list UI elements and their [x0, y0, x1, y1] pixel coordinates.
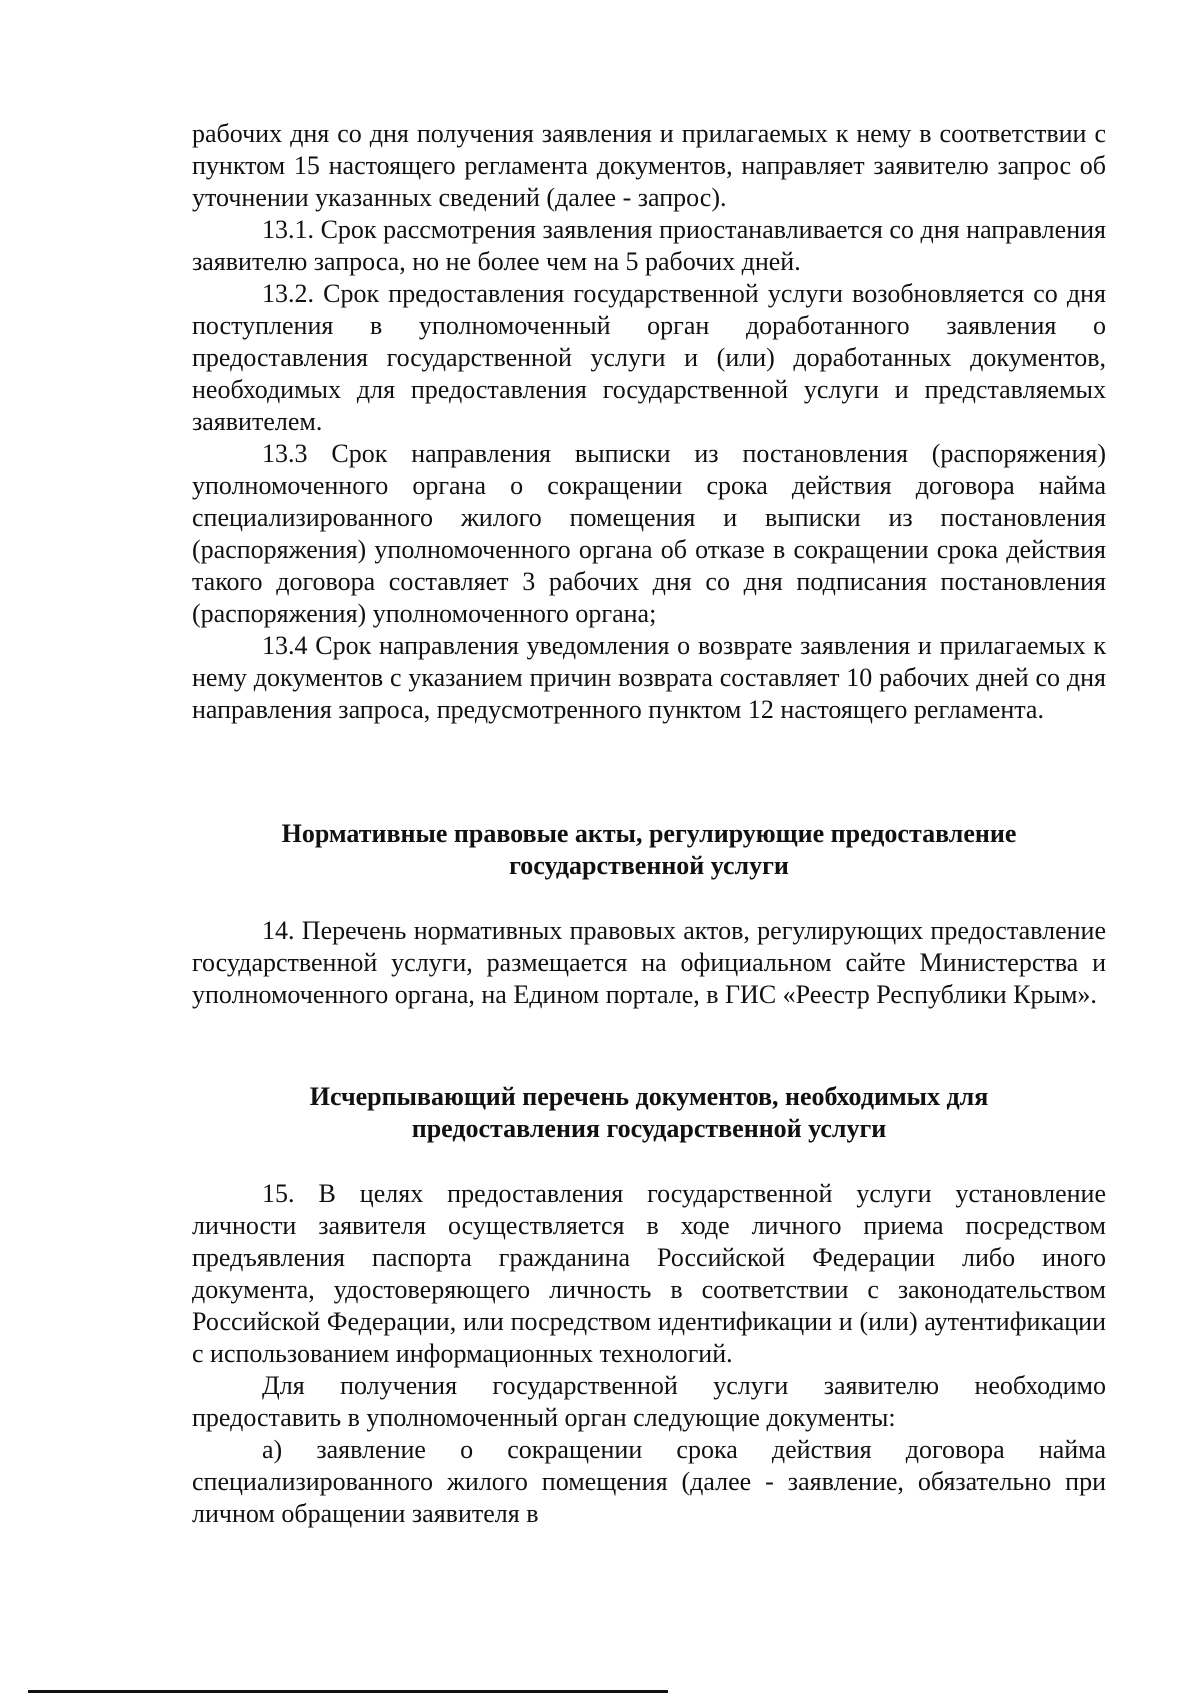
heading-line: государственной услуги [509, 851, 789, 880]
paragraph-continuation: рабочих дня со дня получения заявления и прилагаемых к нему в соответствии с пунктом 15 настоящего регламента документов, направляет заявителю запрос об уточнении указанных сведений (далее - запрос). [192, 119, 1106, 212]
paragraph-13-4: 13.4 Срок направления уведомления о возврате заявления и прилагаемых к нему документов с указанием причин возврата составляет 10 рабочих дней со дня направления запроса, предусмотренного пунктом 12 настоящего регламента. [192, 631, 1106, 724]
section-heading-documents-list [192, 1081, 1106, 1145]
paragraph-13-1: 13.1. Срок рассмотрения заявления приостанавливается со дня направления заявителю запроса, но не более чем на 5 рабочих дней. [192, 215, 1106, 276]
body-text-block-3 [192, 1178, 1106, 1530]
heading-line: Исчерпывающий перечень документов, необходимых для [309, 1082, 989, 1111]
bottom-divider [28, 1690, 668, 1693]
body-text-block-1 [192, 118, 1106, 726]
section-heading-normative-acts [192, 818, 1106, 882]
paragraph-14: 14. Перечень нормативных правовых актов, регулирующих предоставление государственной услуги, размещается на официальном сайте Министерства и уполномоченного органа, на Едином портале, в ГИС «Реестр Республики Крым». [192, 916, 1106, 1009]
paragraph-13-2: 13.2. Срок предоставления государственной услуги возобновляется со дня поступления в уполномоченный орган доработанного заявления о предоставления государственной услуги и (или) доработанных документов, необходимых для предоставления государственной услуги и представляемых заявителем. [192, 279, 1106, 436]
paragraph-item-a: а) заявление о сокращении срока действия договора найма специализированного жилого помещения (далее - заявление, обязательно при личном обращении заявителя в [192, 1435, 1106, 1528]
body-text-block-2 [192, 915, 1106, 1011]
paragraph-15: 15. В целях предоставления государственной услуги установление личности заявителя осуществляется в ходе личного приема посредством предъявления паспорта гражданина Российской Федерации либо иного документа, удостоверяющего личность в соответствии с законодательством Российской Федерации, или посредством идентификации и (или) аутентификации с использованием информационных технологий. [192, 1179, 1106, 1368]
paragraph-required-documents: Для получения государственной услуги заявителю необходимо предоставить в уполномоченный орган следующие документы: [192, 1371, 1106, 1432]
heading-line: предоставления государственной услуги [411, 1114, 887, 1143]
paragraph-13-3: 13.3 Срок направления выписки из постановления (распоряжения) уполномоченного органа о сокращении срока действия договора найма специализированного жилого помещения и выписки из постановления (распоряжения) уполномоченного органа об отказе в сокращении срока действия такого договора составляет 3 рабочих дня со дня подписания постановления (распоряжения) уполномоченного органа; [192, 439, 1106, 628]
heading-line: Нормативные правовые акты, регулирующие предоставление [281, 819, 1017, 848]
